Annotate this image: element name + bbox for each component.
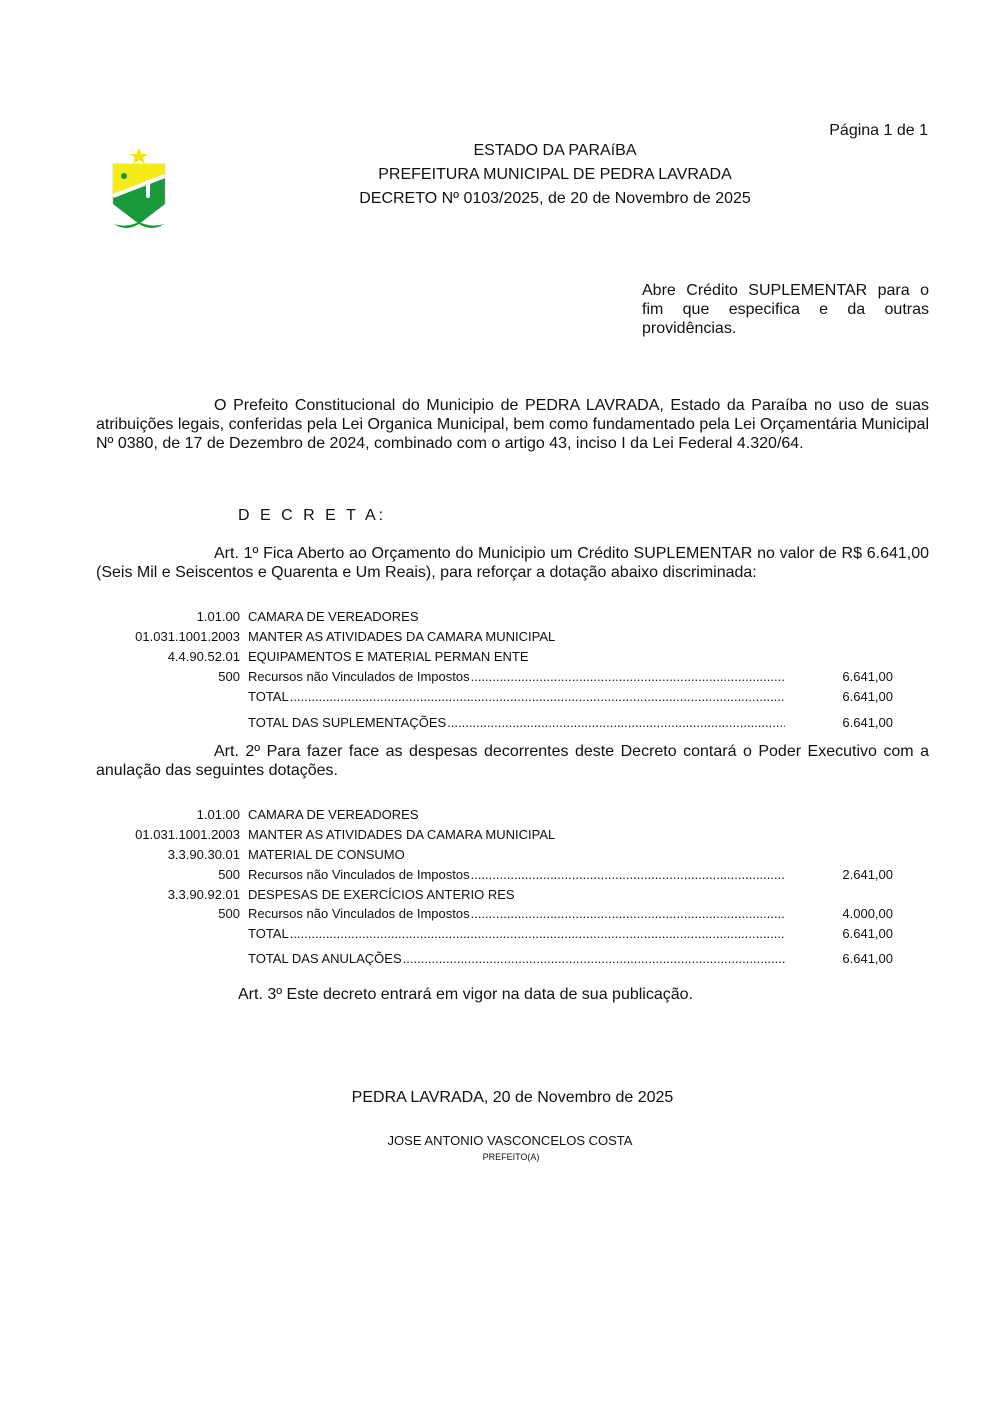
account-code: 01.031.1001.2003 [135,827,240,842]
place-date: PEDRA LAVRADA, 20 de Novembro de 2025 [351,1089,674,1106]
account-code: 1.01.00 [196,807,240,822]
row-value: 6.641,00 [842,926,893,941]
page-indicator: Página 1 de 1 [829,122,928,139]
signer-role: PREFEITO(A) [482,1152,540,1162]
account-code: 3.3.90.92.01 [167,887,240,902]
row-label: Recursos não Vinculados de Impostos [248,669,470,684]
table-row [96,866,896,884]
decree-title: DECRETO Nº 0103/2025, de 20 de Novembro de 2025 [359,190,751,207]
dotted-leader [248,668,785,686]
row-label: CAMARA DE VEREADORES [248,807,419,822]
row-label: TOTAL DAS ANULAÇÕES [248,951,402,966]
dotted-leader [248,714,785,732]
dotted-leader [248,688,785,706]
account-code: 500 [218,669,240,684]
table-row [96,608,896,626]
table-row [96,905,896,923]
table-row [96,668,896,686]
dotted-leader [248,866,785,884]
account-code: 4.4.90.52.01 [167,649,240,664]
dotted-leader [248,925,785,943]
row-label: MATERIAL DE CONSUMO [248,847,405,862]
table-row [96,688,896,706]
row-value: 6.641,00 [842,689,893,704]
signer-name: JOSE ANTONIO VASCONCELOS COSTA [387,1133,633,1148]
decreta-heading: D E C R E T A: [238,507,387,524]
row-label: MANTER AS ATIVIDADES DA CAMARA MUNICIPAL [248,629,556,644]
dotted-leader [248,950,785,968]
row-label: Recursos não Vinculados de Impostos [248,867,470,882]
article-2 [96,742,929,780]
account-code: 1.01.00 [196,609,240,624]
table-row [96,648,896,666]
row-value: 4.000,00 [842,906,893,921]
row-label: TOTAL DAS SUPLEMENTAÇÕES [248,715,447,730]
document-header [0,139,1000,211]
dotted-leader [248,905,785,923]
account-code: 500 [218,906,240,921]
table-row [96,925,896,943]
ementa: Abre Crédito SUPLEMENTAR para o fim que especifica e da outras providências. [642,282,929,337]
row-label: TOTAL [248,689,289,704]
row-value: 2.641,00 [842,867,893,882]
table-row [96,806,896,824]
row-label: CAMARA DE VEREADORES [248,609,419,624]
table-row [96,950,896,968]
preamble-paragraph [96,396,929,453]
article-1-text: Art. 1º Fica Aberto ao Orçamento do Municipio um Crédito SUPLEMENTAR no valor de R$ 6.641,00 (Seis Mil e Seiscentos e Quarenta e Um Reais), para reforçar a dotação abaixo discriminada: [96,545,929,581]
row-value: 6.641,00 [842,715,893,730]
account-code: 01.031.1001.2003 [135,629,240,644]
preamble-text: O Prefeito Constitucional do Municipio de PEDRA LAVRADA, Estado da Paraíba no uso de suas atribuições legais, conferidas pela Lei Organica Municipal, bem como fundamentado pela Lei Orçamentária Municipal Nº 0380, de 17 de Dezembro de 2024, combinado com o artigo 43, inciso I da Lei Federal 4.320/64. [96,397,929,452]
row-value: 6.641,00 [842,951,893,966]
state-name: ESTADO DA PARAíBA [473,142,637,159]
table-row [96,846,896,864]
account-code: 500 [218,867,240,882]
row-label: EQUIPAMENTOS E MATERIAL PERMAN ENTE [248,649,529,664]
row-label: TOTAL [248,926,289,941]
table-row [96,628,896,646]
table-row [96,714,896,732]
row-label: Recursos não Vinculados de Impostos [248,906,470,921]
prefecture-name: PREFEITURA MUNICIPAL DE PEDRA LAVRADA [378,166,732,183]
article-2-text: Art. 2º Para fazer face as despesas decorrentes deste Decreto contará o Poder Executivo com a anulação das seguintes dotações. [96,743,929,779]
row-label: DESPESAS DE EXERCÍCIOS ANTERIO RES [248,887,515,902]
account-code: 3.3.90.30.01 [167,847,240,862]
article-3: Art. 3º Este decreto entrará em vigor na data de sua publicação. [238,986,693,1003]
table-row [96,886,896,904]
table-row [96,826,896,844]
row-label: MANTER AS ATIVIDADES DA CAMARA MUNICIPAL [248,827,556,842]
article-1 [96,544,929,582]
row-value: 6.641,00 [842,669,893,684]
